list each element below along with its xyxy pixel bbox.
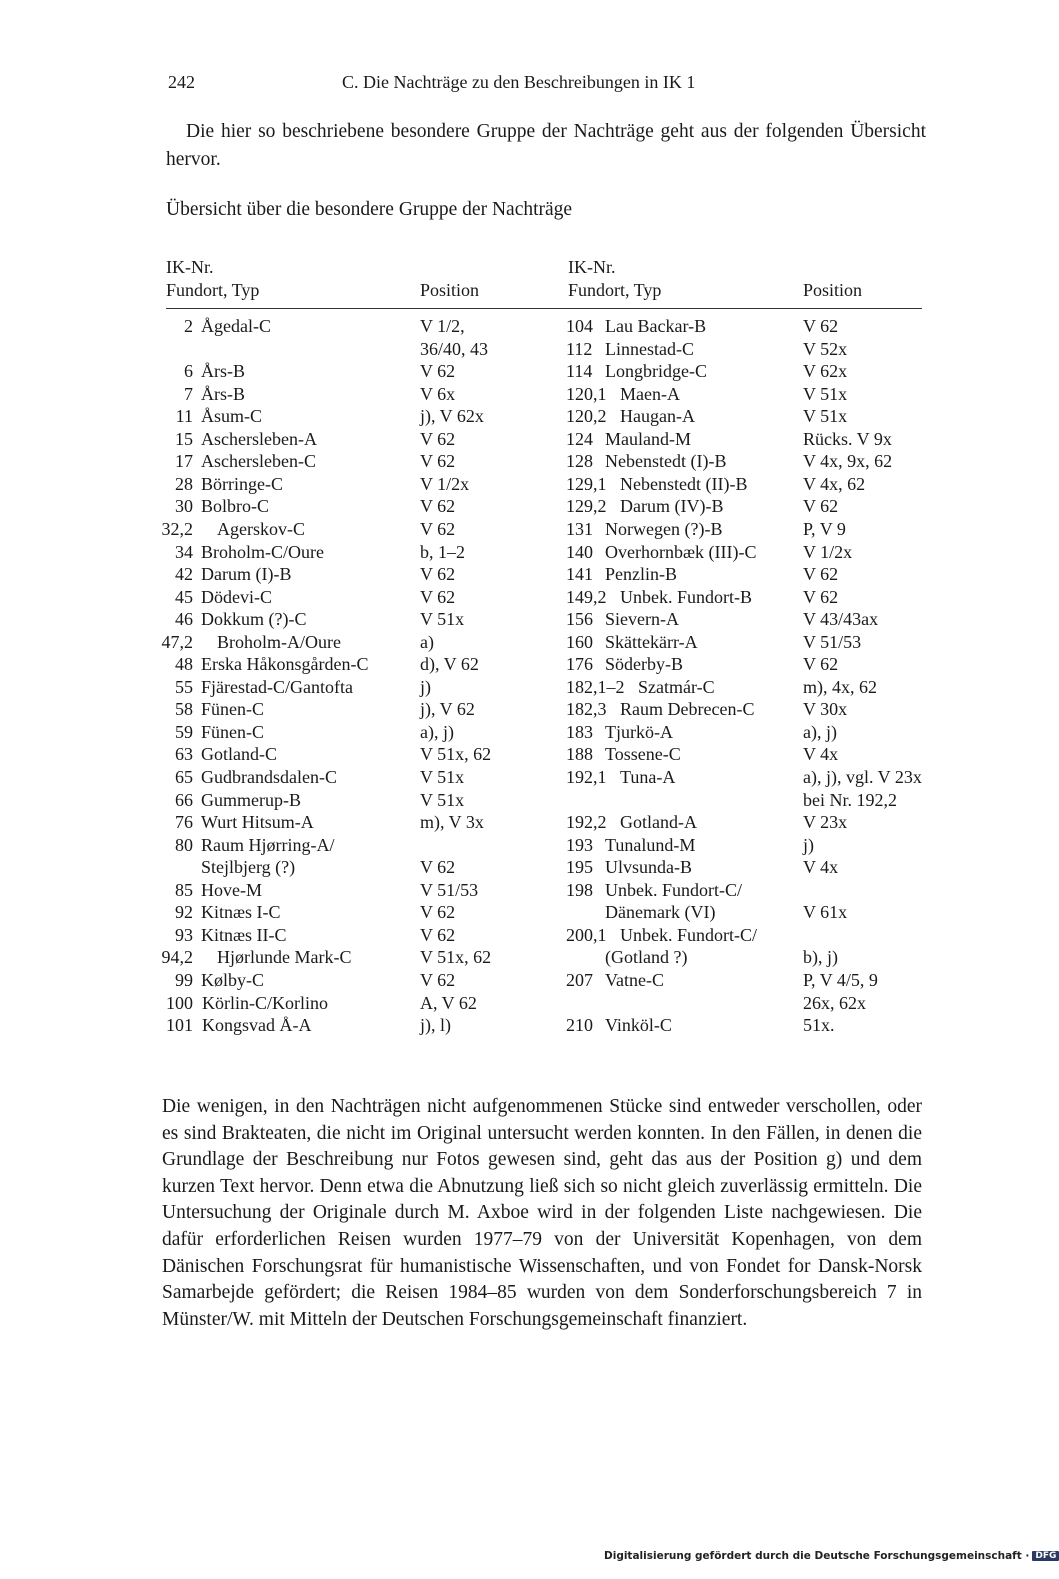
fundort-typ: Gudbrandsdalen-C (201, 767, 337, 787)
ik-number: 30 (175, 496, 193, 517)
col-position-left: Position (420, 280, 480, 300)
ik-number: 120,1 (566, 383, 607, 404)
ik-number: 17 (175, 451, 193, 472)
table-row (160, 495, 560, 518)
fundort-typ: Tunalund-M (605, 834, 696, 855)
table-row (160, 541, 560, 564)
ik-number: 141 (566, 564, 593, 585)
fundort-typ: Tuna-A (620, 767, 676, 787)
table-header (166, 256, 922, 306)
ik-number: 124 (566, 428, 593, 449)
page-header (168, 72, 920, 98)
position-value: P, V 4/5, 9 (803, 969, 878, 990)
table-row (566, 518, 926, 541)
ik-number: 93 (175, 924, 193, 945)
position-value: V 4x, 62 (803, 473, 866, 494)
ik-number: 34 (175, 541, 193, 562)
fundort-typ: Fünen-C (201, 721, 264, 742)
table-row (160, 360, 560, 383)
ik-number: 46 (175, 609, 193, 630)
ik-number: 15 (175, 428, 193, 449)
fundort-typ: Szatmár-C (638, 676, 715, 697)
position-value: 51x. (803, 1015, 835, 1036)
fundort-typ: Vatne-C (605, 969, 664, 990)
table-row (160, 811, 560, 834)
ik-number: 182,1–2 (566, 676, 625, 697)
table-row (160, 992, 560, 1015)
table-row (566, 495, 926, 518)
table-row (160, 676, 560, 699)
table-row (160, 473, 560, 496)
position-value: V 51x (420, 609, 465, 630)
position-value: V 62 (420, 586, 456, 607)
position-value: V 4x (803, 857, 839, 878)
fundort-typ: Nebenstedt (II)-B (620, 473, 748, 494)
fundort-typ: Åsum-C (201, 406, 263, 427)
ik-number: 129,1 (566, 473, 607, 494)
position-value: V 62 (803, 496, 839, 517)
col-position-right: Position (803, 280, 863, 300)
ik-number: 65 (175, 767, 193, 787)
ik-number: 112 (566, 338, 593, 359)
fundort-typ: Nebenstedt (I)-B (605, 451, 727, 472)
fundort-typ: Gotland-C (201, 744, 277, 765)
position-value: P, V 9 (803, 518, 846, 539)
table-row (160, 969, 560, 992)
position-value: j), V 62 (420, 699, 475, 720)
table-row (566, 1014, 926, 1037)
fundort-typ: Skättekärr-A (605, 631, 698, 652)
table-row (566, 789, 926, 812)
col-fundort-left: Fundort, Typ (166, 280, 260, 300)
position-value: V 61x (803, 902, 848, 923)
table-row (160, 946, 560, 969)
table-row (160, 789, 560, 812)
table-row (566, 721, 926, 744)
ik-number: 183 (566, 721, 593, 742)
ik-number: 55 (175, 676, 193, 697)
table-row (160, 1014, 560, 1037)
fundort-typ: Aschersleben-C (201, 451, 316, 472)
position-value: V 62 (420, 518, 456, 539)
table-row (566, 428, 926, 451)
ik-number: 176 (566, 654, 593, 675)
table-row (160, 698, 560, 721)
position-value: j), l) (420, 1015, 451, 1036)
ik-number: 11 (175, 406, 193, 427)
footer-text: Digitalisierung gefördert durch die Deutsche Forschungsgemeinschaft · (604, 1550, 1030, 1562)
fundort-typ: Broholm-C/Oure (201, 541, 324, 562)
position-value: V 62 (420, 428, 456, 449)
position-value: Rücks. V 9x (803, 428, 892, 449)
position-value: V 1/2, (420, 316, 465, 336)
ik-number: 6 (184, 361, 193, 382)
dfg-logo: DFG (1032, 1551, 1059, 1561)
fundort-typ: Hove-M (201, 879, 262, 900)
fundort-typ: Dänemark (VI) (605, 902, 716, 923)
position-value: a), j), vgl. V 23x (803, 767, 922, 787)
fundort-typ: Gotland-A (620, 812, 697, 833)
fundort-typ: Raum Debrecen-C (620, 699, 755, 720)
ik-number: 195 (566, 857, 593, 878)
table-row (566, 631, 926, 654)
table-row (566, 856, 926, 879)
table-row (160, 834, 560, 857)
ik-number: 131 (566, 518, 593, 539)
position-value: V 6x (420, 383, 456, 404)
table-row (566, 901, 926, 924)
page-number: 242 (168, 72, 195, 92)
fundort-typ: Mauland-M (605, 428, 691, 449)
table-row (566, 450, 926, 473)
fundort-typ: Darum (IV)-B (620, 496, 724, 517)
table-row (566, 743, 926, 766)
position-value: a), j) (420, 721, 454, 742)
position-value: V 51/53 (420, 879, 479, 900)
table-row (160, 901, 560, 924)
ik-number: 63 (175, 744, 193, 765)
table-row (566, 879, 926, 902)
position-value: V 62 (420, 361, 456, 382)
ik-number: 7 (184, 383, 193, 404)
fundort-typ: Wurt Hitsum-A (201, 812, 314, 833)
ik-number: 32,2 (161, 518, 193, 539)
table-row (160, 608, 560, 631)
table-row (566, 811, 926, 834)
fundort-typ: Stejlbjerg (?) (201, 857, 296, 878)
table-row (160, 428, 560, 451)
intro-paragraph: Die hier so beschriebene besondere Gruppe der Nachträge geht aus der folgenden Übersicht hervor. (166, 121, 926, 170)
position-value: V 51x, 62 (420, 947, 492, 968)
position-value: V 62 (420, 496, 456, 517)
table-row (160, 383, 560, 406)
ik-number: 28 (175, 473, 193, 494)
position-value: A, V 62 (420, 992, 477, 1013)
fundort-typ: Haugan-A (620, 406, 695, 427)
body-paragraph: Die wenigen, in den Nachträgen nicht aufgenommenen Stücke sind entweder verschollen, oder es sind Brakteaten, die nicht im Original untersucht werden konnten. In den Fällen, in denen die Grundlage der Beschreibung nur Fotos gewesen sind, geht das aus der Position g) und dem kurzen Text hervor. Denn etwa die Abnutzung ließ sich so nicht gleich zuverlässig ermitteln. Die Untersuchung der Originale durch M. Axboe wird in der folgenden Liste nachgewiesen. Die dafür erforderlichen Reisen wurden 1977–79 von der Universität Kopenhagen, von dem Dänischen Forschungsrat für humanistische Wissenschaften, und von Fondet for Dansk-Norsk Samarbejde gefördert; die Reisen 1984–85 wurden von dem Sonderforschungsbereich 7 in Münster/W. mit Mitteln der Deutschen Forschungsgemeinschaft finanziert. (162, 1096, 922, 1330)
position-value: 26x, 62x (803, 992, 866, 1013)
position-value: V 62 (420, 451, 456, 472)
table-row (160, 405, 560, 428)
fundort-typ: Ågedal-C (201, 316, 271, 336)
ik-number: 66 (175, 789, 193, 810)
position-value: V 51x (803, 383, 848, 404)
header-rule (166, 308, 922, 309)
ik-number: 210 (566, 1015, 593, 1036)
col-ik-nr-right: IK-Nr. (568, 257, 616, 277)
fundort-typ: (Gotland ?) (605, 947, 688, 968)
table-row (566, 473, 926, 496)
fundort-typ: Körlin-C/Korlino (202, 992, 328, 1013)
fundort-typ: Bolbro-C (201, 496, 270, 517)
fundort-typ: Overhornbæk (III)-C (605, 541, 757, 562)
fundort-typ: Kongsvad Å-A (202, 1015, 312, 1036)
ik-number: 160 (566, 631, 593, 652)
position-value: V 51x (420, 789, 465, 810)
table-row (160, 721, 560, 744)
position-value: V 52x (803, 338, 848, 359)
table-row (566, 608, 926, 631)
ik-number: 94,2 (161, 947, 193, 968)
position-value: a) (420, 631, 434, 652)
ik-number: 99 (175, 969, 193, 990)
fundort-typ: Dokkum (?)-C (201, 609, 307, 630)
position-value: V 62 (420, 924, 456, 945)
ik-number: 193 (566, 834, 593, 855)
ik-number: 58 (175, 699, 193, 720)
position-value: V 23x (803, 812, 848, 833)
col-fundort-right: Fundort, Typ (568, 280, 662, 300)
table-row (160, 856, 560, 879)
fundort-typ: Hjørlunde Mark-C (217, 947, 352, 968)
position-value: V 62 (803, 586, 839, 607)
ik-number: 42 (175, 564, 193, 585)
table-row (160, 338, 560, 361)
position-value: V 51x, 62 (420, 744, 492, 765)
fundort-typ: Linnestad-C (605, 338, 694, 359)
ik-number: 129,2 (566, 496, 607, 517)
table-row (566, 946, 926, 969)
position-value: V 62 (420, 564, 456, 585)
fundort-typ: Unbek. Fundort-B (620, 586, 752, 607)
table-caption: Übersicht über die besondere Gruppe der Nachträge (166, 199, 573, 220)
fundort-typ: Agerskov-C (217, 518, 305, 539)
position-value: m), 4x, 62 (803, 676, 877, 697)
fundort-typ: Dödevi-C (201, 586, 272, 607)
position-value: j) (420, 676, 431, 697)
table-row (566, 676, 926, 699)
ik-number: 76 (175, 812, 193, 833)
position-value: V 62 (420, 857, 456, 878)
table-row (160, 653, 560, 676)
ik-number: 192,2 (566, 812, 607, 833)
position-value: V 4x (803, 744, 839, 765)
fundort-typ: Longbridge-C (605, 361, 707, 382)
fundort-typ: Års-B (201, 361, 245, 382)
table-row (566, 360, 926, 383)
table-row (566, 383, 926, 406)
position-value: b), j) (803, 947, 838, 968)
position-value: V 51/53 (803, 631, 862, 652)
table-row (566, 924, 926, 947)
ik-number: 192,1 (566, 767, 607, 787)
position-value: j), V 62x (420, 406, 484, 427)
table-row (566, 405, 926, 428)
table-row (160, 924, 560, 947)
position-value: V 4x, 9x, 62 (803, 451, 893, 472)
ik-number: 156 (566, 609, 593, 630)
table-row (160, 879, 560, 902)
fundort-typ: Unbek. Fundort-C/ (620, 924, 757, 945)
ik-number: 101 (166, 1015, 193, 1036)
running-title: C. Die Nachträge zu den Beschreibungen in IK 1 (342, 72, 696, 92)
position-value: V 1/2x (420, 473, 470, 494)
table-row (566, 541, 926, 564)
position-value: V 30x (803, 699, 848, 720)
table-row (566, 698, 926, 721)
ik-number: 149,2 (566, 586, 607, 607)
fundort-typ: Års-B (201, 383, 245, 404)
fundort-typ: Vinköl-C (605, 1015, 672, 1036)
fundort-typ: Aschersleben-A (201, 428, 317, 449)
table-row (160, 518, 560, 541)
fundort-typ: Kitnæs I-C (201, 902, 281, 923)
table-row (160, 563, 560, 586)
digitization-footer (604, 1550, 1059, 1562)
fundort-typ: Erska Håkonsgården-C (201, 654, 369, 675)
table-row (566, 969, 926, 992)
position-value: V 62x (803, 361, 848, 382)
table-row (566, 338, 926, 361)
fundort-typ: Söderby-B (605, 654, 683, 675)
fundort-typ: Tjurkö-A (605, 721, 673, 742)
table-row (566, 315, 926, 338)
ik-number: 188 (566, 744, 593, 765)
position-value: d), V 62 (420, 654, 479, 675)
ik-number: 80 (175, 834, 193, 855)
fundort-typ: Kitnæs II-C (201, 924, 287, 945)
col-ik-nr-left: IK-Nr. (166, 257, 214, 277)
fundort-typ: Gummerup-B (201, 789, 301, 810)
fundort-typ: Norwegen (?)-B (605, 518, 723, 539)
fundort-typ: Tossene-C (605, 744, 681, 765)
position-value: V 62 (803, 316, 839, 336)
position-value: 36/40, 43 (420, 338, 489, 359)
table-row (160, 766, 560, 789)
ik-number: 48 (175, 654, 193, 675)
ik-number: 92 (175, 902, 193, 923)
position-value: V 62 (803, 564, 839, 585)
ik-number: 45 (175, 586, 193, 607)
fundort-typ: Ulvsunda-B (605, 857, 692, 878)
position-value: V 1/2x (803, 541, 853, 562)
fundort-typ: Kølby-C (201, 969, 264, 990)
position-value: V 51x (420, 767, 465, 787)
table-row (160, 450, 560, 473)
fundort-typ: Fjärestad-C/Gantofta (201, 676, 353, 697)
ik-number: 59 (175, 721, 193, 742)
fundort-typ: Fünen-C (201, 699, 264, 720)
table-row (160, 315, 560, 338)
ik-number: 2 (184, 316, 193, 336)
position-value: V 62 (420, 969, 456, 990)
ik-number: 182,3 (566, 699, 607, 720)
fundort-typ: Lau Backar-B (605, 316, 707, 336)
table-row (566, 586, 926, 609)
ik-number: 85 (175, 879, 193, 900)
fundort-typ: Börringe-C (201, 473, 283, 494)
fundort-typ: Darum (I)-B (201, 564, 292, 585)
position-value: j) (803, 834, 814, 855)
table-row (160, 631, 560, 654)
position-value: m), V 3x (420, 812, 484, 833)
position-value: V 51x (803, 406, 848, 427)
position-value: V 62 (803, 654, 839, 675)
position-value: a), j) (803, 721, 837, 742)
ik-number: 114 (566, 361, 593, 382)
fundort-typ: Sievern-A (605, 609, 679, 630)
position-value: bei Nr. 192,2 (803, 789, 897, 810)
ik-number: 100 (166, 992, 193, 1013)
ik-number: 140 (566, 541, 593, 562)
fundort-typ: Maen-A (620, 383, 680, 404)
ik-number: 200,1 (566, 924, 607, 945)
table-row (566, 563, 926, 586)
ik-number: 47,2 (161, 631, 193, 652)
table-row (160, 586, 560, 609)
position-value: V 62 (420, 902, 456, 923)
table-row (566, 653, 926, 676)
ik-number: 207 (566, 969, 593, 990)
ik-number: 104 (566, 316, 593, 336)
ik-number: 128 (566, 451, 593, 472)
position-value: V 43/43ax (803, 609, 879, 630)
table-row (566, 766, 926, 789)
position-value: b, 1–2 (420, 541, 465, 562)
fundort-typ: Broholm-A/Oure (217, 631, 341, 652)
fundort-typ: Unbek. Fundort-C/ (605, 879, 742, 900)
table-row (566, 992, 926, 1015)
table-row (566, 834, 926, 857)
ik-number: 120,2 (566, 406, 607, 427)
fundort-typ: Raum Hjørring-A/ (201, 834, 335, 855)
fundort-typ: Penzlin-B (605, 564, 677, 585)
ik-number: 198 (566, 879, 593, 900)
table-row (160, 743, 560, 766)
